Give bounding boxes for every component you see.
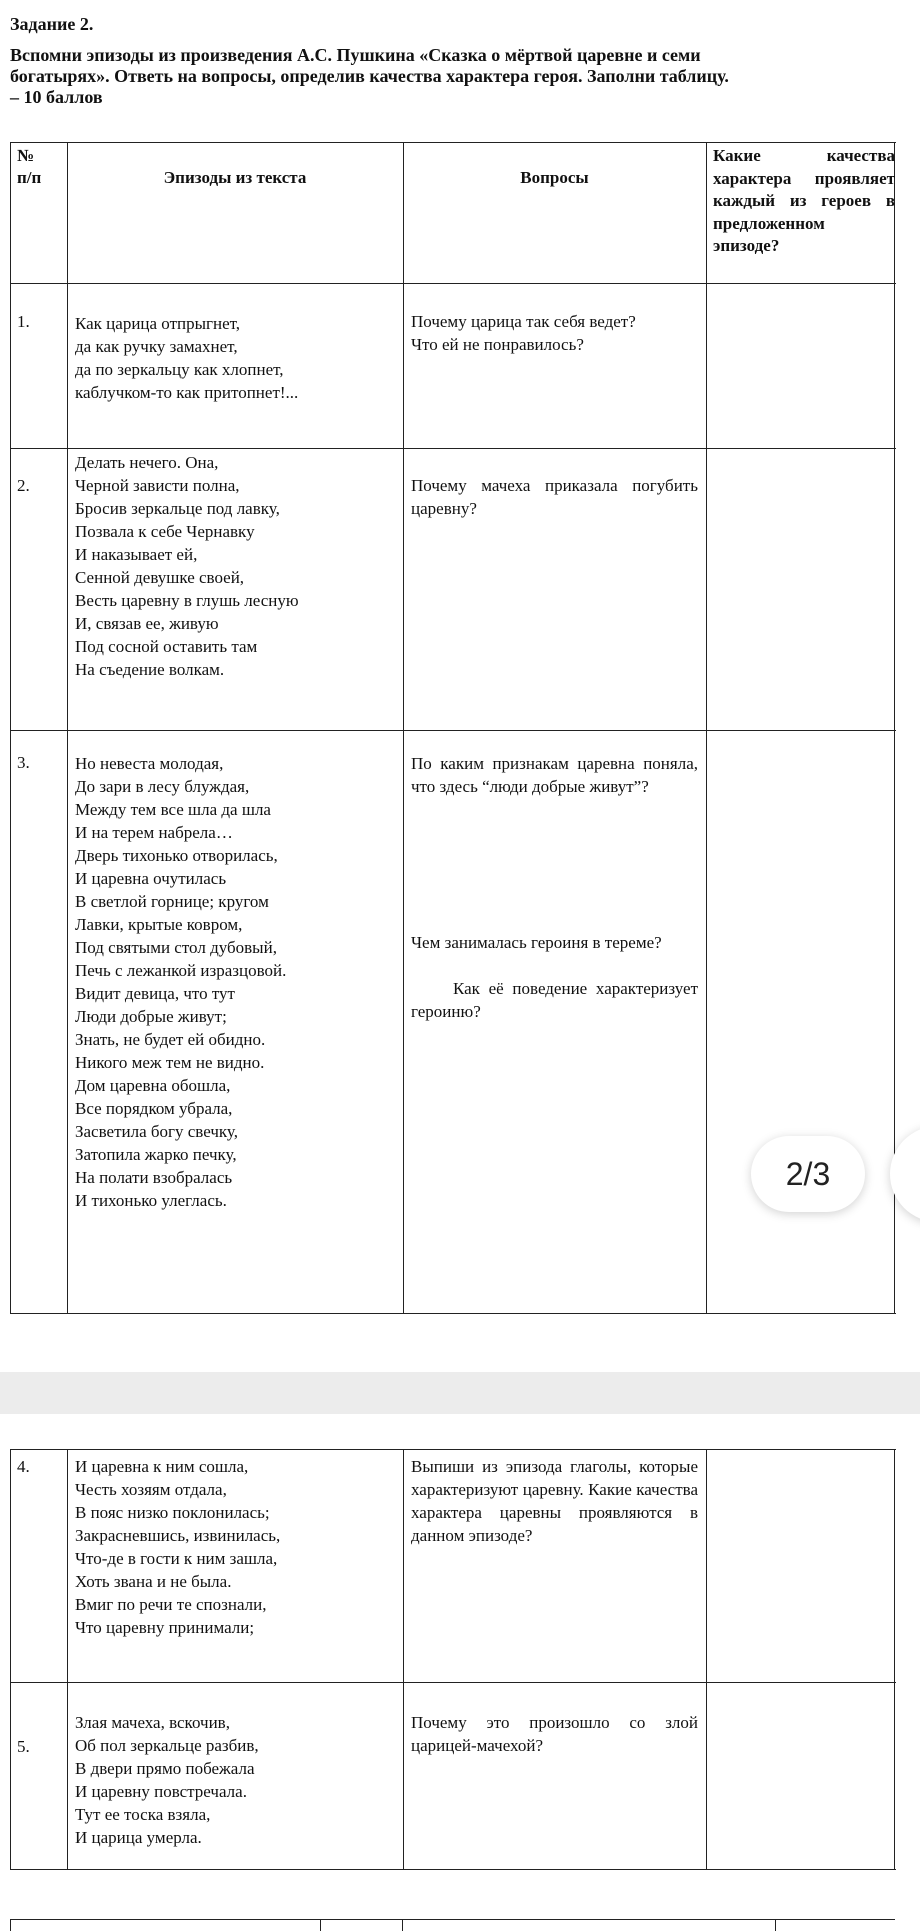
task-line-1: Вспомни эпизоды из произведения А.С. Пушкина «Сказка о мёртвой царевне и семи [10, 45, 701, 65]
episode-text: Но невеста молодая, До зари в лесу блуждая, Между тем все шла да шла И на терем набрела… Дверь тихонько отворилась, И царевна очутилась В светлой горнице; кругом Лавки, крытые ковром, Под святыми стол дубовый, Печь с лежанкой изразцовой. Видит девица, что тут Люди добрые живут; Знать, не будет ей обидно. Никого меж тем не видно. Дом царевна обошла, Все порядком убрала, Засветила богу свечку, Затопила жарко печку, На полати взобралась И тихонько улеглась. [75, 754, 287, 1210]
document-page-2 [0, 1414, 920, 1931]
episodes-table [10, 142, 896, 1314]
row-number: 2. [17, 476, 30, 495]
answer-cell[interactable] [708, 1683, 894, 1868]
episode-text: И царевна к ним сошла, Честь хозяям отдала, В пояс низко поклонилась; Закрасневшись, извинилась, Что-де в гости к ним зашла, Хоть звана и не была. Вмиг по речи те спознали, Что царевну принимали; [75, 1457, 281, 1637]
page-indicator-badge[interactable] [751, 1136, 865, 1212]
row-number: 1. [17, 312, 30, 331]
table-header-row [11, 143, 896, 284]
episode-text: Делать нечего. Она, Черной зависти полна, Бросив зеркальце под лавку, Позвала к себе Чернавку И наказывает ей, Сенной девушке своей, Весть царевну в глушь лесную И, связав ее, живую Под сосной оставить там На съедение волкам. [75, 453, 299, 679]
row-number: 4. [17, 1457, 30, 1476]
question-text: По каким признакам царевна поняла, что здесь “люди добрые живут”? [411, 754, 698, 796]
header-questions: Вопросы [520, 168, 589, 187]
question-text: Почему это произошло со злой царицей-мачехой? [411, 1713, 698, 1755]
question-text: Выпиши из эпизода глаголы, которые характеризуют царевну. Какие качества характера царевны проявляются в данном эпизоде? [411, 1457, 698, 1545]
episode-text: Злая мачеха, вскочив, Об пол зеркальце разбив, В двери прямо побежала И царевну повстречала. Тут ее тоска взяла, И царица умерла. [75, 1713, 259, 1847]
table-row [11, 731, 896, 1314]
question-text: Почему мачеха приказала погубить царевну? [411, 476, 698, 518]
table-row [11, 284, 896, 449]
next-table-top-border [10, 1919, 895, 1920]
task-title: Задание 2. [10, 14, 94, 34]
question-text: Почему царица так себя ведет? Что ей не понравилось? [411, 312, 636, 354]
question-text-2: Чем занималась героиня в тереме? [411, 933, 662, 952]
task-heading [10, 14, 900, 108]
task-line-2: богатырях». Ответь на вопросы, определив качества характера героя. Заполни таблицу. [10, 66, 729, 86]
header-episodes: Эпизоды из текста [163, 168, 307, 187]
table-row [11, 1450, 896, 1683]
task-line-3: – 10 баллов [10, 87, 103, 107]
row-number: 5. [17, 1737, 30, 1756]
episodes-table-continued [10, 1449, 896, 1870]
answer-cell[interactable] [708, 1450, 894, 1681]
answer-cell[interactable] [708, 449, 894, 729]
header-num: № п/п [17, 146, 42, 187]
question-text-3: Как её поведение характеризует героиню? [411, 979, 698, 1021]
answer-cell[interactable] [708, 731, 894, 1312]
row-number: 3. [17, 753, 30, 772]
page-indicator-label: 2/3 [785, 1155, 831, 1192]
table-row [11, 1683, 896, 1870]
table-row [11, 449, 896, 731]
answer-cell[interactable] [708, 284, 894, 447]
header-qualities: Какие качества характера проявляет каждый из героев в предложенном эпизоде? [713, 146, 895, 255]
page-separator [0, 1372, 920, 1414]
episode-text: Как царица отпрыгнет, да как ручку замахнет, да по зеркальцу как хлопнет, каблучком-то как притопнет!... [75, 314, 299, 402]
